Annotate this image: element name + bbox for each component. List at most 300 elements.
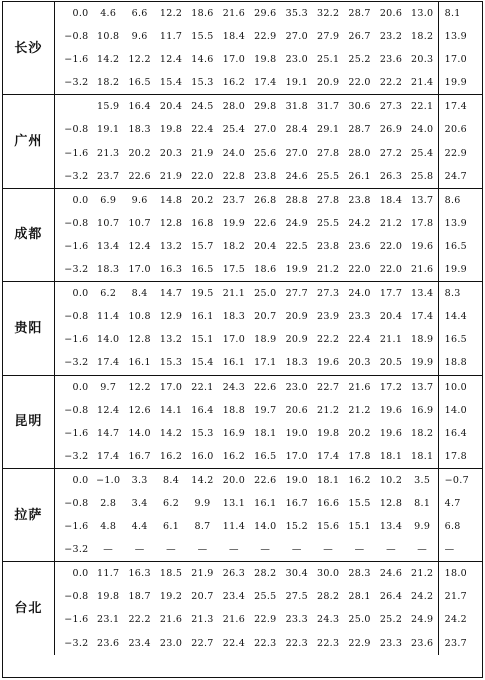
month-value-cell: 16.1	[222, 357, 246, 369]
last-column-value-cell: 14.0	[438, 399, 482, 422]
month-value-cell: 12.4	[128, 240, 151, 252]
month-value-cell: 17.5	[222, 264, 246, 276]
month-value-cell: 16.7	[285, 497, 308, 509]
month-value-cell: 23.6	[348, 240, 371, 252]
month-value-cell: 14.2	[159, 427, 183, 439]
month-value-cell: 8.7	[194, 521, 211, 533]
month-value-cell: 21.2	[348, 404, 371, 416]
month-value-cell: 19.5	[191, 288, 214, 300]
city-block	[3, 375, 482, 468]
month-value-cell: 12.2	[128, 54, 151, 66]
month-value-cell: 16.5	[191, 264, 214, 276]
month-value-cell: 20.7	[191, 591, 214, 603]
month-value-cell: 32.2	[316, 8, 340, 19]
city-block	[3, 95, 482, 188]
month-value-cell: 13.0	[411, 8, 434, 19]
table-row	[3, 328, 482, 351]
month-value-cell: 23.6	[379, 54, 403, 66]
month-value-cell: 24.3	[222, 381, 246, 393]
month-value-cell: 21.1	[379, 334, 403, 346]
month-value-cell: 18.7	[128, 591, 151, 603]
month-value-cell: 9.7	[100, 381, 117, 393]
month-value-cell: 18.1	[254, 427, 277, 439]
month-value-cell: 18.1	[379, 450, 403, 462]
city-name: 昆明	[3, 375, 54, 468]
month-value-cell: 25.2	[379, 614, 403, 626]
month-value-cell: 3.3	[131, 474, 148, 486]
month-value-cell: 8.4	[163, 474, 180, 486]
month-value-cell: 21.2	[379, 217, 403, 229]
month-value-cell: 18.4	[222, 31, 246, 43]
depth-cell: −0.8	[64, 31, 89, 43]
month-value-cell: 15.4	[191, 357, 214, 369]
month-value-cell: 18.2	[97, 77, 120, 89]
month-value-cell: 28.2	[316, 591, 340, 603]
month-value-cell: 25.4	[411, 147, 434, 159]
month-value-cell: 23.6	[97, 637, 120, 649]
month-value-cell: 18.5	[159, 568, 183, 580]
city-block	[3, 282, 482, 375]
month-value-cell: 13.7	[411, 381, 434, 393]
month-value-cell: 17.4	[411, 311, 434, 323]
month-value-cell: 23.3	[348, 311, 371, 323]
month-value-cell: 16.4	[191, 404, 214, 416]
table-row	[3, 142, 482, 165]
month-value-cell: 19.1	[97, 124, 120, 136]
month-value-cell: 22.9	[254, 614, 277, 626]
month-value-cell: 19.6	[379, 427, 403, 439]
month-value-cell: 23.8	[316, 240, 340, 252]
table-row	[3, 71, 482, 95]
month-value-cell: 16.3	[159, 264, 183, 276]
month-value-cell: 22.2	[316, 334, 340, 346]
depth-cell: −0.8	[64, 591, 89, 603]
month-value-cell: 19.2	[159, 591, 183, 603]
month-value-cell: 6.1	[163, 521, 180, 533]
month-value-cell: 23.8	[254, 170, 277, 182]
month-value-cell: 26.7	[348, 31, 371, 43]
month-value-cell: 18.2	[411, 31, 434, 43]
month-value-cell: 20.3	[411, 54, 434, 66]
last-column-value-cell: 17.4	[438, 95, 482, 119]
month-value-cell: 17.1	[254, 357, 277, 369]
last-column-value-cell: 17.8	[438, 445, 482, 469]
month-value-cell: 21.2	[316, 404, 340, 416]
month-value-cell: 10.2	[379, 474, 403, 486]
month-value-cell: 29.8	[254, 101, 277, 113]
table-row	[3, 258, 482, 282]
month-value-cell: 15.5	[348, 497, 371, 509]
month-value-cell: 19.8	[254, 54, 277, 66]
depth-cell: −0.8	[64, 497, 89, 509]
table-row	[3, 118, 482, 141]
city-name: 贵阳	[3, 282, 54, 375]
month-value-cell: 17.0	[222, 54, 246, 66]
month-value-cell: 20.4	[379, 311, 403, 323]
month-value-cell: 3.5	[414, 474, 431, 486]
month-value-cell: 8.4	[131, 288, 148, 300]
month-value-cell: 27.9	[316, 31, 340, 43]
month-value-cell: 15.6	[316, 521, 340, 533]
month-value-cell: 19.8	[97, 591, 120, 603]
city-name: 广州	[3, 95, 54, 188]
month-value-cell: 26.3	[379, 170, 403, 182]
month-value-cell: 27.0	[254, 124, 277, 136]
month-value-cell: 18.1	[411, 450, 434, 462]
month-value-cell: 14.2	[191, 474, 214, 486]
month-value-cell: 22.5	[285, 240, 308, 252]
month-value-cell: —	[197, 544, 208, 556]
month-value-cell: 18.9	[411, 334, 434, 346]
month-value-cell: 27.2	[379, 147, 403, 159]
last-column-value-cell: 19.9	[438, 258, 482, 282]
month-value-cell: —	[103, 544, 114, 556]
table-row	[3, 375, 482, 399]
month-value-cell: 29.6	[254, 8, 277, 19]
depth-cell: 0.0	[72, 194, 89, 206]
month-value-cell: 22.1	[191, 381, 214, 393]
last-column-value-cell: 13.9	[438, 212, 482, 235]
month-value-cell: 20.2	[128, 147, 151, 159]
soil-temperature-table-page	[2, 1, 483, 678]
month-value-cell: 19.9	[411, 357, 434, 369]
month-value-cell: 27.7	[285, 288, 308, 300]
month-value-cell: 24.6	[285, 170, 308, 182]
depth-cell: −3.2	[64, 264, 89, 276]
depth-cell: −3.2	[64, 170, 89, 182]
month-value-cell: 22.7	[191, 637, 214, 649]
month-value-cell: 22.2	[379, 77, 403, 89]
month-value-cell: 14.2	[97, 54, 120, 66]
table-row	[3, 212, 482, 235]
month-value-cell: 28.8	[285, 194, 308, 206]
month-value-cell: 28.7	[348, 8, 371, 19]
month-value-cell: 13.4	[411, 288, 434, 300]
month-value-cell: —	[228, 544, 239, 556]
month-value-cell: 14.7	[159, 288, 183, 300]
month-value-cell: 25.6	[254, 147, 277, 159]
month-value-cell: 25.0	[254, 288, 277, 300]
month-value-cell: 12.2	[159, 8, 183, 19]
month-value-cell: 20.6	[379, 8, 403, 19]
month-value-cell: —	[386, 544, 396, 556]
table-row	[3, 515, 482, 538]
month-value-cell: 23.9	[316, 311, 340, 323]
month-value-cell: 15.3	[159, 357, 183, 369]
month-value-cell: 19.7	[254, 404, 277, 416]
month-value-cell: 25.8	[411, 170, 434, 182]
month-value-cell: 21.4	[411, 77, 434, 89]
month-value-cell: 28.0	[348, 147, 371, 159]
month-value-cell: 12.2	[128, 381, 151, 393]
month-value-cell: 11.7	[159, 31, 183, 43]
city-block	[3, 2, 482, 95]
table-row	[3, 422, 482, 445]
month-value-cell: 22.6	[254, 217, 277, 229]
last-column-value-cell: 22.9	[438, 142, 482, 165]
month-value-cell: 22.8	[222, 170, 246, 182]
month-value-cell: 18.4	[379, 194, 403, 206]
month-value-cell: 20.9	[285, 334, 308, 346]
last-column-value-cell: 16.4	[438, 422, 482, 445]
month-value-cell: 21.3	[191, 614, 214, 626]
month-value-cell: 26.8	[254, 194, 277, 206]
month-value-cell: 25.0	[348, 614, 371, 626]
month-value-cell: —	[323, 544, 334, 556]
month-value-cell: 6.2	[163, 497, 180, 509]
city-name: 拉萨	[3, 468, 54, 561]
month-value-cell: 24.2	[411, 591, 434, 603]
month-value-cell: 17.0	[128, 264, 151, 276]
month-value-cell: 23.3	[379, 637, 403, 649]
month-value-cell: 27.8	[316, 194, 340, 206]
month-value-cell: 31.8	[285, 101, 308, 113]
month-value-cell: 21.1	[222, 288, 246, 300]
month-value-cell: 28.0	[222, 101, 246, 113]
month-value-cell: 26.3	[222, 568, 246, 580]
depth-cell: −0.8	[64, 311, 89, 323]
month-value-cell: 16.3	[128, 568, 151, 580]
month-value-cell: 12.4	[159, 54, 183, 66]
month-value-cell: 17.0	[159, 381, 183, 393]
table-row	[3, 632, 482, 655]
table-row	[3, 399, 482, 422]
last-column-value-cell: 8.1	[438, 2, 482, 25]
month-value-cell: 16.1	[128, 357, 151, 369]
month-value-cell: 24.0	[411, 124, 434, 136]
month-value-cell: 19.6	[411, 240, 434, 252]
month-value-cell: 15.2	[285, 521, 308, 533]
month-value-cell: 19.8	[159, 124, 183, 136]
depth-cell: −3.2	[64, 544, 89, 556]
depth-cell: 0.0	[72, 474, 89, 486]
table-row	[3, 445, 482, 469]
month-value-cell: 16.8	[191, 217, 214, 229]
last-column-value-cell: 18.0	[438, 562, 482, 586]
month-value-cell: 22.7	[316, 381, 340, 393]
month-value-cell: 24.0	[348, 288, 371, 300]
month-value-cell: 4.4	[131, 521, 148, 533]
month-value-cell: 16.7	[128, 450, 151, 462]
last-column-value-cell: 19.9	[438, 71, 482, 95]
month-value-cell: —	[354, 544, 365, 556]
month-value-cell: 21.6	[222, 8, 246, 19]
month-value-cell: 16.1	[254, 497, 277, 509]
month-value-cell: 16.5	[254, 450, 277, 462]
month-value-cell: 20.3	[348, 357, 371, 369]
month-value-cell: 14.0	[97, 334, 120, 346]
month-value-cell: 17.8	[411, 217, 434, 229]
month-value-cell: 27.8	[316, 147, 340, 159]
month-value-cell: 16.4	[128, 101, 151, 113]
month-value-cell: 20.6	[285, 404, 308, 416]
depth-cell: 0.0	[72, 381, 89, 393]
month-value-cell: 20.5	[379, 357, 403, 369]
month-value-cell: 30.6	[348, 101, 371, 113]
month-value-cell: 16.9	[411, 404, 434, 416]
month-value-cell: 12.6	[128, 404, 151, 416]
table-row	[3, 95, 482, 119]
depth-cell: −1.6	[64, 334, 89, 346]
month-value-cell: 20.7	[254, 311, 277, 323]
month-value-cell: 16.2	[222, 450, 246, 462]
table-row	[3, 608, 482, 631]
month-value-cell: 17.8	[348, 450, 371, 462]
depth-cell: −3.2	[64, 450, 89, 462]
month-value-cell: 12.8	[379, 497, 403, 509]
month-value-cell: 15.5	[191, 31, 214, 43]
depth-cell: −3.2	[64, 357, 89, 369]
depth-cell: 0.0	[72, 568, 89, 580]
month-value-cell: 20.9	[316, 77, 340, 89]
month-value-cell: 26.1	[348, 170, 371, 182]
month-value-cell: 25.5	[254, 591, 277, 603]
month-value-cell: 27.5	[285, 591, 308, 603]
last-column-value-cell: 23.7	[438, 632, 482, 655]
depth-cell: 0.0	[72, 288, 89, 300]
month-value-cell: 21.9	[191, 568, 214, 580]
month-value-cell: 25.5	[316, 217, 340, 229]
month-value-cell: 22.4	[222, 637, 246, 649]
city-block	[3, 562, 482, 655]
month-value-cell: —	[291, 544, 302, 556]
month-value-cell: 15.7	[191, 240, 214, 252]
month-value-cell: 13.4	[379, 521, 403, 533]
month-value-cell: 18.1	[316, 474, 340, 486]
city-block	[3, 468, 482, 561]
month-value-cell: 26.9	[379, 124, 403, 136]
month-value-cell: 6.9	[100, 194, 117, 206]
month-value-cell: 21.2	[316, 264, 340, 276]
month-value-cell: 16.6	[316, 497, 340, 509]
month-value-cell: —	[134, 544, 145, 556]
month-value-cell: 18.6	[191, 8, 214, 19]
month-value-cell: —	[260, 544, 271, 556]
depth-cell: −3.2	[64, 77, 89, 89]
month-value-cell: 22.0	[379, 240, 403, 252]
month-value-cell: 16.5	[128, 77, 151, 89]
month-value-cell: 19.8	[316, 427, 340, 439]
month-value-cell: 24.9	[285, 217, 308, 229]
month-value-cell: 18.2	[222, 240, 246, 252]
month-value-cell: 15.3	[191, 427, 214, 439]
month-value-cell: 27.3	[379, 101, 403, 113]
month-value-cell: 19.9	[285, 264, 308, 276]
month-value-cell: 23.0	[285, 54, 308, 66]
month-value-cell: 27.3	[316, 288, 340, 300]
depth-cell: −0.8	[64, 124, 89, 136]
month-value-cell: 11.7	[97, 568, 120, 580]
last-column-value-cell: 13.9	[438, 25, 482, 48]
month-value-cell: 27.0	[285, 31, 308, 43]
month-value-cell: 28.3	[348, 568, 371, 580]
month-value-cell: 16.1	[191, 311, 214, 323]
depth-cell: −0.8	[64, 217, 89, 229]
last-column-value-cell: 4.7	[438, 492, 482, 515]
depth-cell: −1.6	[64, 614, 89, 626]
month-value-cell: 22.0	[379, 264, 403, 276]
month-value-cell: 28.4	[285, 124, 308, 136]
soil-temperature-table	[3, 2, 482, 655]
month-value-cell: 17.0	[285, 450, 308, 462]
table-row	[3, 585, 482, 608]
month-value-cell: 17.4	[97, 357, 120, 369]
depth-cell: −1.6	[64, 54, 89, 66]
last-column-value-cell: —	[438, 538, 482, 562]
month-value-cell: 22.2	[128, 614, 151, 626]
month-value-cell: 22.6	[254, 474, 277, 486]
month-value-cell: 29.1	[316, 124, 340, 136]
month-value-cell: 3.4	[131, 497, 148, 509]
month-value-cell: 14.0	[128, 427, 151, 439]
month-value-cell: 10.8	[97, 31, 120, 43]
month-value-cell: 14.0	[254, 521, 277, 533]
month-value-cell: 25.1	[316, 54, 340, 66]
last-column-value-cell: 8.6	[438, 188, 482, 212]
month-value-cell: 22.1	[411, 101, 434, 113]
month-value-cell: 4.6	[100, 8, 117, 19]
month-value-cell: 8.1	[414, 497, 431, 509]
month-value-cell: 21.6	[159, 614, 183, 626]
month-value-cell: 22.0	[348, 77, 371, 89]
month-value-cell: 19.6	[316, 357, 340, 369]
depth-cell: −1.6	[64, 147, 89, 159]
month-value-cell: 22.9	[254, 31, 277, 43]
month-value-cell: 4.8	[100, 521, 117, 533]
month-value-cell: 20.4	[254, 240, 277, 252]
last-column-value-cell: 16.5	[438, 235, 482, 258]
month-value-cell: 23.7	[97, 170, 120, 182]
table-row	[3, 2, 482, 25]
month-value-cell: 25.5	[316, 170, 340, 182]
month-value-cell: 30.0	[316, 568, 340, 580]
month-value-cell: 24.6	[379, 568, 403, 580]
table-row	[3, 492, 482, 515]
month-value-cell: 18.9	[254, 334, 277, 346]
month-value-cell: 17.4	[316, 450, 340, 462]
table-row	[3, 468, 482, 492]
month-value-cell: 25.2	[348, 54, 371, 66]
month-value-cell: 24.5	[191, 101, 214, 113]
month-value-cell: 21.3	[97, 147, 120, 159]
month-value-cell: 2.8	[100, 497, 117, 509]
month-value-cell: 24.9	[411, 614, 434, 626]
month-value-cell: 22.3	[254, 637, 277, 649]
depth-cell: −1.6	[64, 521, 89, 533]
month-value-cell: —	[166, 544, 176, 556]
month-value-cell: 20.2	[191, 194, 214, 206]
last-column-value-cell: 10.0	[438, 375, 482, 399]
month-value-cell: 17.7	[379, 288, 403, 300]
month-value-cell: 23.4	[222, 591, 246, 603]
last-column-value-cell: 24.7	[438, 165, 482, 189]
month-value-cell: −1.0	[96, 474, 121, 486]
month-value-cell: 22.0	[191, 170, 214, 182]
month-value-cell: 18.8	[222, 404, 246, 416]
last-column-value-cell: 24.2	[438, 608, 482, 631]
month-value-cell: 6.2	[100, 288, 117, 300]
month-value-cell: 10.7	[128, 217, 151, 229]
table-row	[3, 25, 482, 48]
month-value-cell: 21.6	[348, 381, 371, 393]
month-value-cell: 23.1	[97, 614, 120, 626]
month-value-cell: 15.1	[348, 521, 371, 533]
month-value-cell: 9.9	[194, 497, 211, 509]
month-value-cell: 31.7	[316, 101, 340, 113]
month-value-cell: 21.9	[159, 170, 183, 182]
city-name: 长沙	[3, 2, 54, 95]
month-value-cell: 14.7	[97, 427, 120, 439]
